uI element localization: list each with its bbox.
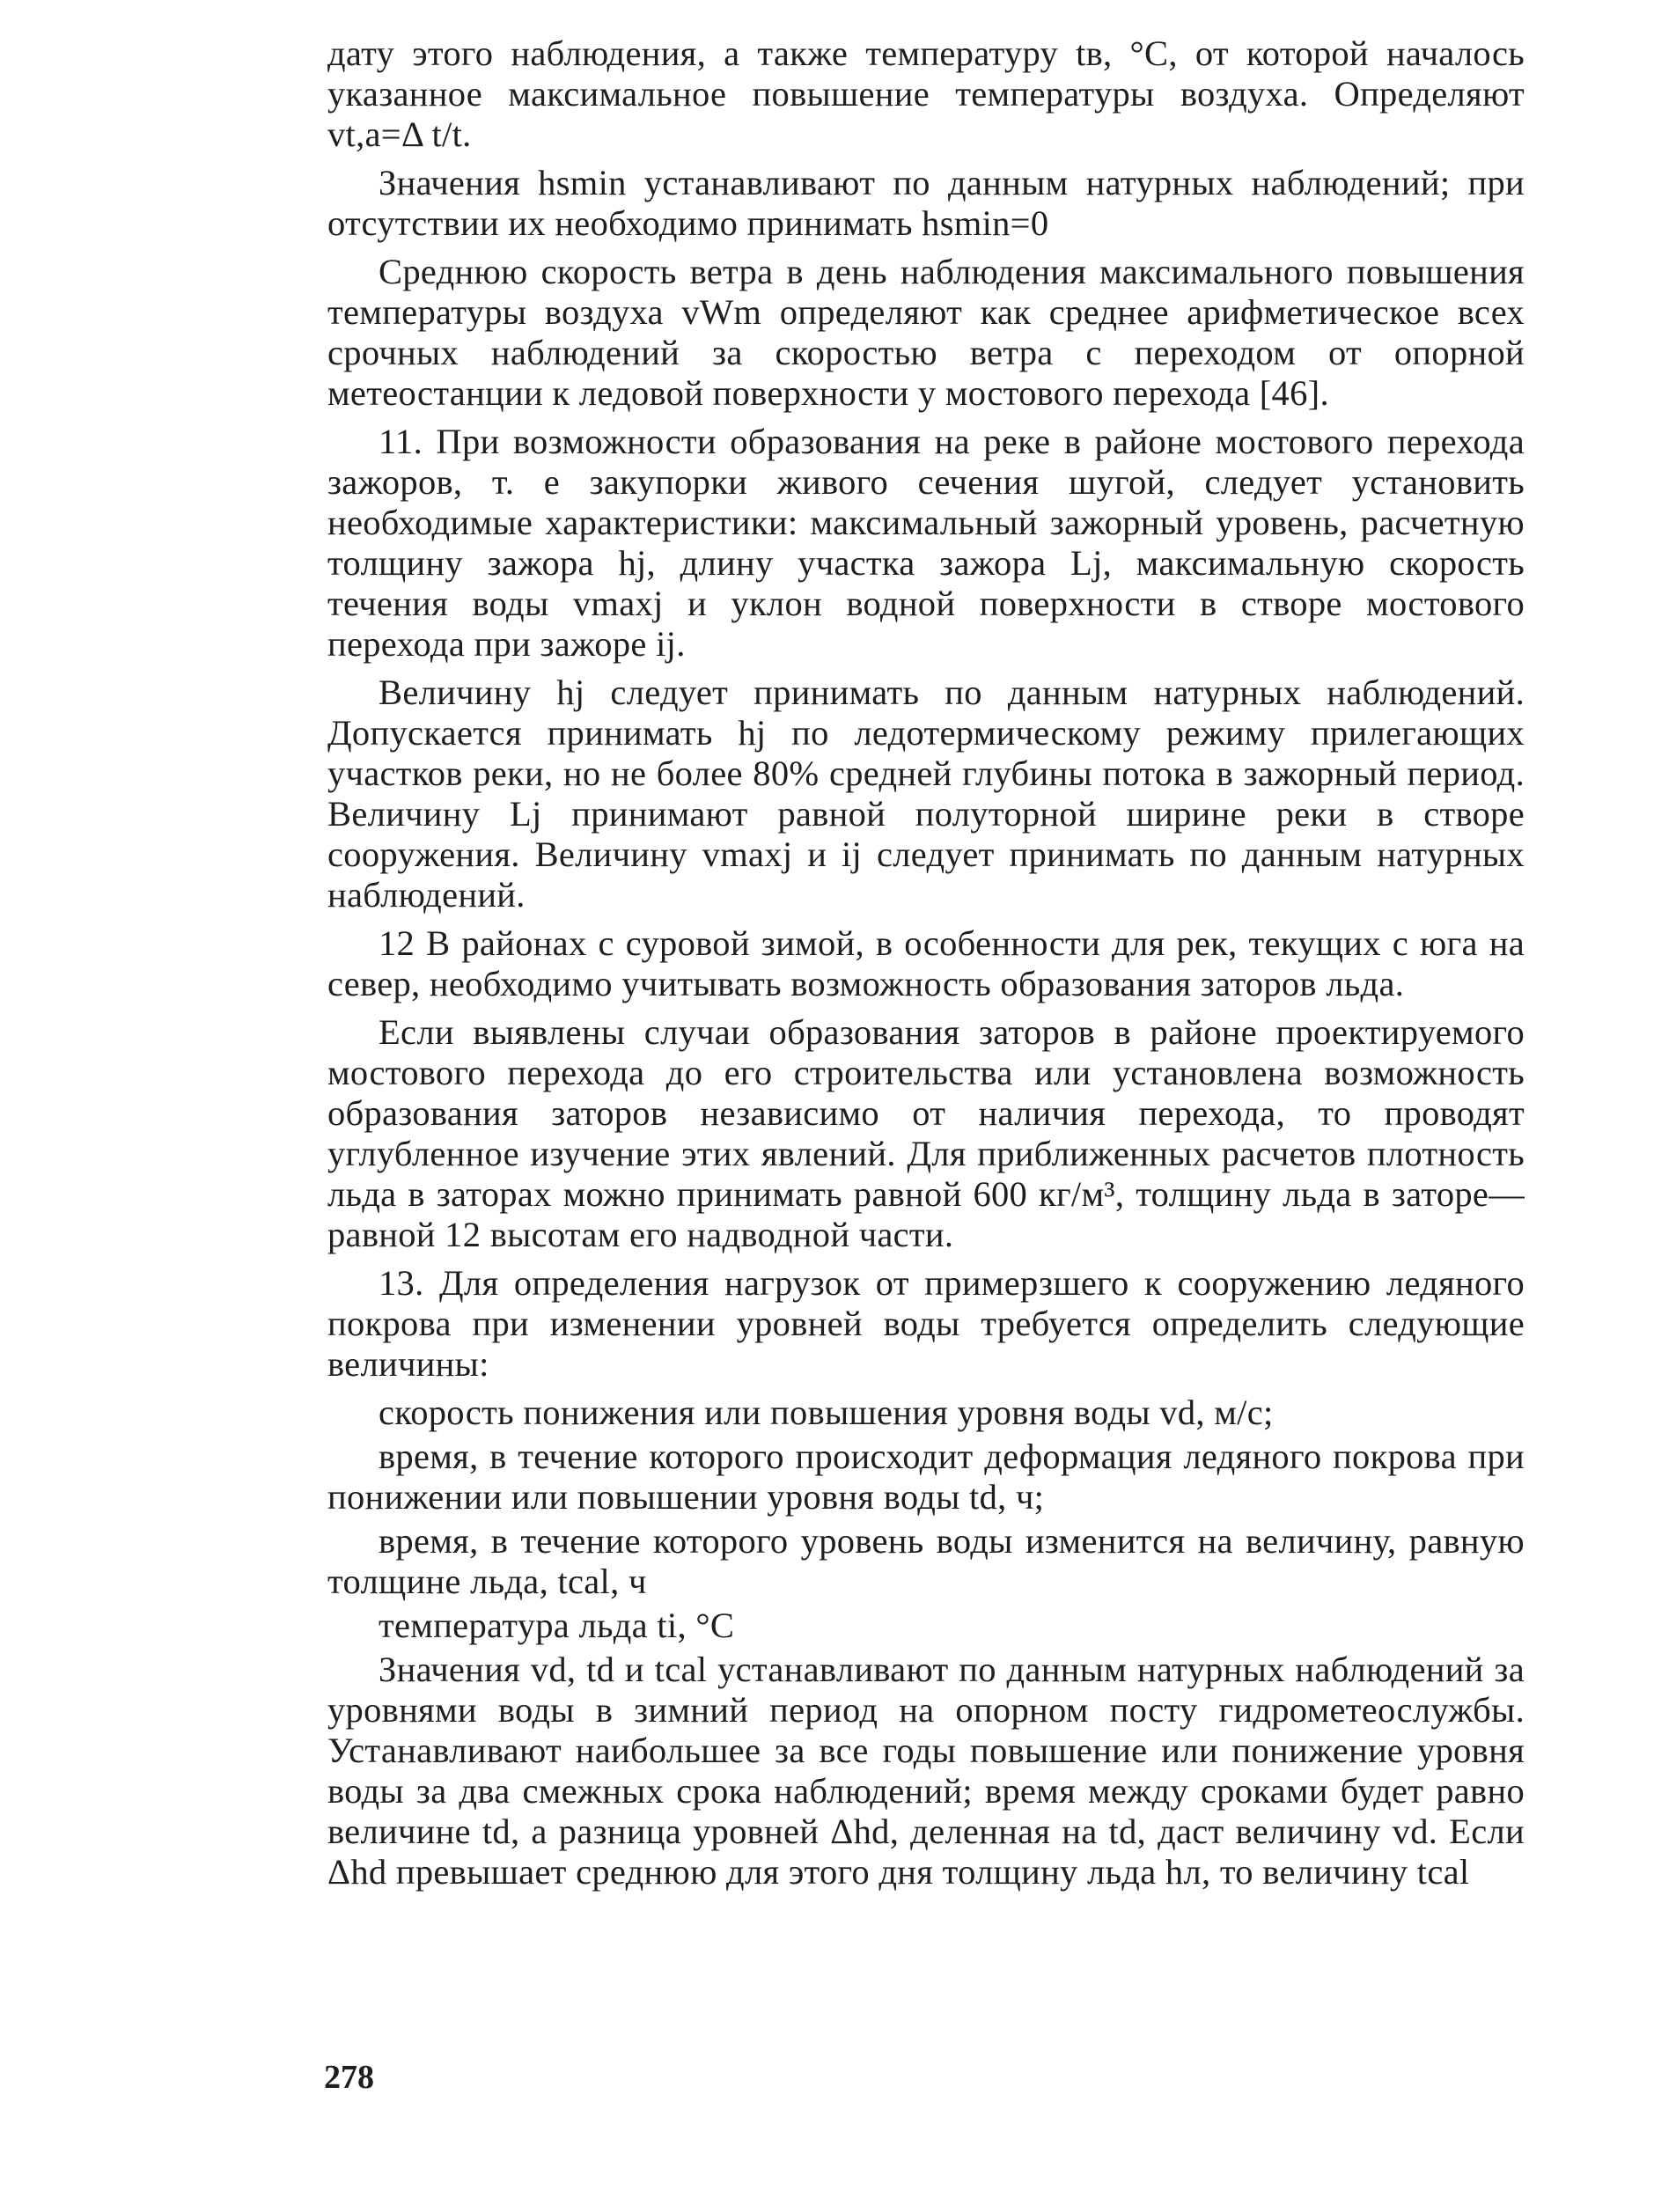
paragraph-4: 11. При возможности образования на реке в районе мостового перехода зажоров, т. е закупорки живого сечения шугой, следует установить необходимые характеристики: максимальный зажорный уровень, расчетную толщину зажора hj, длину участка зажора Lj, максимальную скорость течения воды vmaxj и уклон водной поверхности в створе мостового перехода при зажоре ij. bbox=[327, 422, 1525, 664]
paragraph-10: время, в течение которого происходит деформация ледяного покрова при понижении или повышении уровня воды td, ч; bbox=[327, 1437, 1525, 1517]
page-body bbox=[327, 33, 1525, 1900]
paragraph-1: дату этого наблюдения, а также температуру tв, °С, от которой началось указанное максимальное повышение температуры воздуха. Определяют vt,a=Δ t/t. bbox=[327, 33, 1525, 154]
paragraph-8: 13. Для определения нагрузок от примерзшего к сооружению ледяного покрова при изменении уровней воды требуется определить следующие величины: bbox=[327, 1263, 1525, 1384]
paragraph-5: Величину hj следует принимать по данным натурных наблюдений. Допускается принимать hj по ледотермическому режиму прилегающих участков реки, но не более 80% средней глубины потока в зажорный период. Величину Lj принимают равной полуторной ширине реки в створе сооружения. Величину vmaxj и ij следует принимать по данным натурных наблюдений. bbox=[327, 672, 1525, 915]
paragraph-13: Значения vd, td и tcal устанавливают по данным натурных наблюдений за уровнями воды в зимний период на опорном посту гидрометеослужбы. Устанавливают наибольшее за все годы повышение или понижение уровня воды за два смежных срока наблюдений; время между сроками будет равно величине td, а разница уровней Δhd, деленная на td, даст величину vd. Если Δhd превышает среднюю для этого дня толщину льда hл, то величину tcal bbox=[327, 1650, 1525, 1892]
paragraph-6: 12 В районах с суровой зимой, в особенности для рек, текущих с юга на север, необходимо учитывать возможность образования заторов льда. bbox=[327, 923, 1525, 1003]
paragraph-2: Значения hsmin устанавливают по данным натурных наблюдений; при отсутствии их необходимо принимать hsmin=0 bbox=[327, 163, 1525, 243]
paragraph-7: Если выявлены случаи образования заторов в районе проектируемого мостового перехода до его строительства или установлена возможность образования заторов независимо от наличия перехода, то проводят углубленное изучение этих явлений. Для приближенных расчетов плотность льда в заторах можно принимать равной 600 кг/м³, толщину льда в заторе—равной 12 высотам его надводной части. bbox=[327, 1012, 1525, 1254]
page-number: 278 bbox=[324, 2059, 374, 2096]
paragraph-11: время, в течение которого уровень воды изменится на величину, равную толщине льда, tcal, ч bbox=[327, 1521, 1525, 1601]
paragraph-12: температура льда ti, °С bbox=[379, 1606, 735, 1645]
paragraph-9: скорость понижения или повышения уровня воды vd, м/с; bbox=[379, 1393, 1274, 1432]
paragraph-3: Среднюю скорость ветра в день наблюдения максимального повышения температуры воздуха vWm определяют как среднее арифметическое всех срочных наблюдений за скоростью ветра с переходом от опорной метеостанции к ледовой поверхности у мостового перехода [46]. bbox=[327, 252, 1525, 413]
